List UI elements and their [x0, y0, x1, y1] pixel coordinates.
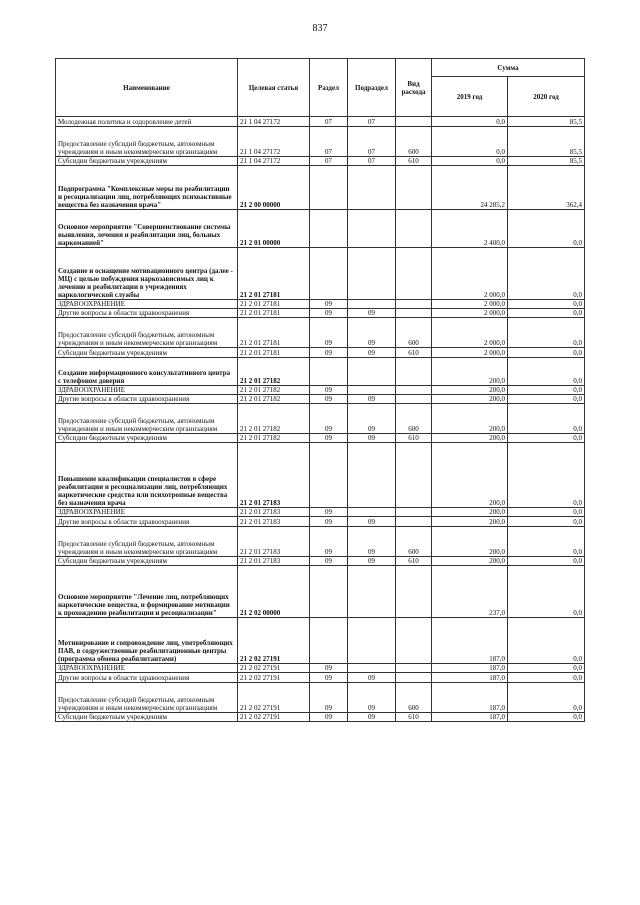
table-row [56, 618, 585, 664]
header-year-2020: 2020 год [508, 77, 585, 117]
cell-name: Мотивирование и сопровождение лиц, употребляющих ПАВ, в содружественные реабилитационные центры (программа обмена реабилитантами) [56, 618, 238, 664]
cell-target: 21 1 04 27172 [238, 127, 310, 157]
cell-2019: 200,0 [432, 527, 508, 557]
cell-2019: 2 000,0 [432, 300, 508, 309]
cell-subsection: 09 [348, 309, 396, 318]
cell-section: 07 [310, 117, 348, 127]
cell-2019: 0,0 [432, 127, 508, 157]
cell-target: 21 2 01 27183 [238, 508, 310, 517]
cell-subsection: 09 [348, 557, 396, 566]
cell-2020: 0,0 [508, 664, 585, 673]
cell-2020: 0,0 [508, 673, 585, 683]
cell-target: 21 2 01 27183 [238, 527, 310, 557]
table-row [56, 210, 585, 248]
cell-2020: 0,0 [508, 358, 585, 386]
cell-section [310, 166, 348, 210]
cell-expense-type: 610 [396, 557, 432, 566]
cell-section: 09 [310, 673, 348, 683]
cell-2019: 2 000,0 [432, 318, 508, 348]
cell-2020: 85,5 [508, 157, 585, 166]
cell-subsection: 09 [348, 673, 396, 683]
cell-2019: 237,0 [432, 566, 508, 618]
cell-subsection: 09 [348, 395, 396, 404]
cell-name: ЗДРАВООХРАНЕНИЕ [56, 664, 238, 673]
cell-section: 09 [310, 318, 348, 348]
cell-target: 21 2 02 27191 [238, 683, 310, 713]
table-row [56, 683, 585, 713]
cell-expense-type [396, 566, 432, 618]
cell-2020: 0,0 [508, 508, 585, 517]
table-row [56, 664, 585, 673]
cell-2020: 0,0 [508, 517, 585, 527]
cell-section: 09 [310, 300, 348, 309]
table-row [56, 300, 585, 309]
budget-table [55, 58, 585, 722]
cell-subsection: 07 [348, 127, 396, 157]
cell-subsection: 09 [348, 318, 396, 348]
cell-section: 09 [310, 683, 348, 713]
cell-target: 21 2 02 27191 [238, 664, 310, 673]
cell-section [310, 566, 348, 618]
table-row [56, 443, 585, 508]
table-row [56, 566, 585, 618]
cell-subsection [348, 210, 396, 248]
cell-expense-type: 600 [396, 683, 432, 713]
cell-2020: 0,0 [508, 566, 585, 618]
cell-expense-type [396, 517, 432, 527]
table-row [56, 508, 585, 517]
page-number: 837 [312, 23, 328, 34]
cell-2019: 2 400,0 [432, 210, 508, 248]
table-header [56, 59, 585, 117]
cell-target: 21 2 01 27182 [238, 395, 310, 404]
cell-target: 21 2 01 27181 [238, 348, 310, 358]
cell-expense-type [396, 248, 432, 300]
cell-expense-type: 600 [396, 404, 432, 434]
cell-2019: 200,0 [432, 404, 508, 434]
table-row [56, 309, 585, 318]
cell-target: 21 2 02 27191 [238, 618, 310, 664]
cell-name: Субсидии бюджетным учреждениям [56, 348, 238, 358]
table-row [56, 348, 585, 358]
header-name: Наименование [56, 59, 238, 117]
cell-section: 09 [310, 404, 348, 434]
cell-name: Предоставление субсидий бюджетным, автономным учреждениям и иным некоммерческим организациям [56, 127, 238, 157]
cell-subsection [348, 618, 396, 664]
cell-section [310, 358, 348, 386]
cell-subsection: 07 [348, 157, 396, 166]
cell-2020: 0,0 [508, 618, 585, 664]
cell-2020: 0,0 [508, 318, 585, 348]
cell-2020: 0,0 [508, 404, 585, 434]
table-row [56, 157, 585, 166]
table-row [56, 517, 585, 527]
header-year-2019: 2019 год [432, 77, 508, 117]
cell-name: Предоставление субсидий бюджетным, автономным учреждениям и иным некоммерческим организациям [56, 527, 238, 557]
cell-target: 21 2 01 27182 [238, 404, 310, 434]
cell-name: Основное мероприятие "Лечение лиц, потребляющих наркотические вещества, и формирование мотивации к прохождению реабилитации и ресоциализации" [56, 566, 238, 618]
cell-expense-type [396, 309, 432, 318]
table-row [56, 386, 585, 395]
cell-2019: 0,0 [432, 157, 508, 166]
cell-2019: 200,0 [432, 517, 508, 527]
table-body [56, 117, 585, 722]
table-row [56, 127, 585, 157]
cell-name: Повышение квалификации специалистов в сфере реабилитации и ресоциализации лиц, потребляющих наркотические средства или психотропные вещества без назначения врача [56, 443, 238, 508]
header-sum: Сумма [432, 59, 585, 77]
cell-expense-type [396, 664, 432, 673]
cell-target: 21 2 02 27191 [238, 673, 310, 683]
cell-section [310, 248, 348, 300]
cell-2019: 24 285,2 [432, 166, 508, 210]
table-row [56, 404, 585, 434]
cell-target: 21 2 01 27181 [238, 248, 310, 300]
cell-name: Предоставление субсидий бюджетным, автономным учреждениям и иным некоммерческим организациям [56, 404, 238, 434]
cell-target: 21 2 01 27183 [238, 443, 310, 508]
cell-2019: 200,0 [432, 508, 508, 517]
cell-target: 21 2 02 27191 [238, 713, 310, 722]
cell-target: 21 2 01 27183 [238, 557, 310, 566]
cell-expense-type: 610 [396, 348, 432, 358]
cell-target: 21 2 02 00000 [238, 566, 310, 618]
table-row [56, 248, 585, 300]
cell-expense-type [396, 443, 432, 508]
cell-subsection: 07 [348, 117, 396, 127]
cell-2020: 85,5 [508, 117, 585, 127]
cell-name: Другие вопросы в области здравоохранения [56, 395, 238, 404]
cell-2020: 0,0 [508, 348, 585, 358]
header-expense-type: Вид расхода [396, 59, 432, 117]
cell-section: 09 [310, 517, 348, 527]
cell-expense-type [396, 166, 432, 210]
cell-2019: 187,0 [432, 673, 508, 683]
cell-2019: 200,0 [432, 443, 508, 508]
cell-2020: 0,0 [508, 386, 585, 395]
cell-2020: 0,0 [508, 527, 585, 557]
cell-name: Создание и оснащение мотивационного центра (далее - МЦ) с целью побуждения наркозависимых лиц к лечению и реабилитации в учреждениях наркологической службы [56, 248, 238, 300]
cell-section: 09 [310, 395, 348, 404]
cell-name: Субсидии бюджетным учреждениям [56, 713, 238, 722]
cell-name: Предоставление субсидий бюджетным, автономным учреждениям и иным некоммерческим организациям [56, 318, 238, 348]
cell-target: 21 2 01 27182 [238, 434, 310, 443]
cell-name: Субсидии бюджетным учреждениям [56, 434, 238, 443]
cell-expense-type [396, 618, 432, 664]
cell-2020: 0,0 [508, 557, 585, 566]
cell-section: 09 [310, 348, 348, 358]
cell-expense-type: 600 [396, 318, 432, 348]
cell-2020: 85,5 [508, 127, 585, 157]
cell-name: Основное мероприятие "Совершенствование системы выявления, лечения и реабилитации лиц, больных наркоманией" [56, 210, 238, 248]
cell-2020: 362,4 [508, 166, 585, 210]
cell-subsection: 09 [348, 683, 396, 713]
cell-2020: 0,0 [508, 683, 585, 713]
cell-name: Создание информационного консультативного центра с телефоном доверия [56, 358, 238, 386]
cell-name: Молодежная политика и оздоровление детей [56, 117, 238, 127]
cell-name: ЗДРАВООХРАНЕНИЕ [56, 300, 238, 309]
cell-section [310, 443, 348, 508]
cell-2019: 200,0 [432, 557, 508, 566]
cell-expense-type: 600 [396, 127, 432, 157]
cell-target: 21 2 01 27183 [238, 517, 310, 527]
cell-2020: 0,0 [508, 210, 585, 248]
cell-2020: 0,0 [508, 248, 585, 300]
cell-2019: 2 000,0 [432, 348, 508, 358]
cell-2020: 0,0 [508, 713, 585, 722]
cell-section: 09 [310, 557, 348, 566]
cell-2019: 200,0 [432, 434, 508, 443]
cell-expense-type [396, 300, 432, 309]
cell-expense-type [396, 210, 432, 248]
cell-subsection [348, 166, 396, 210]
cell-name: Подпрограмма "Комплексные меры по реабилитации и ресоциализации лиц, потребляющих психоактивные вещества без назначения врача" [56, 166, 238, 210]
cell-2019: 2 000,0 [432, 309, 508, 318]
cell-expense-type [396, 117, 432, 127]
cell-section: 09 [310, 508, 348, 517]
table-row [56, 117, 585, 127]
cell-subsection: 09 [348, 404, 396, 434]
cell-name: Субсидии бюджетным учреждениям [56, 157, 238, 166]
cell-name: ЗДРАВООХРАНЕНИЕ [56, 508, 238, 517]
cell-target: 21 2 01 27182 [238, 358, 310, 386]
header-subsection: Подраздел [348, 59, 396, 117]
cell-subsection [348, 248, 396, 300]
cell-target: 21 2 01 27181 [238, 309, 310, 318]
cell-section: 09 [310, 664, 348, 673]
cell-subsection [348, 566, 396, 618]
cell-2019: 200,0 [432, 395, 508, 404]
cell-name: Субсидии бюджетным учреждениям [56, 557, 238, 566]
cell-expense-type: 610 [396, 434, 432, 443]
cell-target: 21 2 00 00000 [238, 166, 310, 210]
table-row [56, 395, 585, 404]
cell-2020: 0,0 [508, 309, 585, 318]
cell-name: Другие вопросы в области здравоохранения [56, 309, 238, 318]
cell-2020: 0,0 [508, 443, 585, 508]
cell-2019: 200,0 [432, 386, 508, 395]
cell-target: 21 2 01 00000 [238, 210, 310, 248]
cell-section: 07 [310, 157, 348, 166]
cell-expense-type [396, 395, 432, 404]
cell-subsection: 09 [348, 348, 396, 358]
cell-subsection: 09 [348, 713, 396, 722]
cell-expense-type [396, 386, 432, 395]
cell-name: Другие вопросы в области здравоохранения [56, 673, 238, 683]
cell-target: 21 2 01 27182 [238, 386, 310, 395]
cell-section: 09 [310, 713, 348, 722]
cell-subsection [348, 443, 396, 508]
table-row [56, 434, 585, 443]
cell-2019: 0,0 [432, 117, 508, 127]
cell-2019: 2 000,0 [432, 248, 508, 300]
cell-section [310, 210, 348, 248]
cell-subsection [348, 386, 396, 395]
cell-subsection [348, 664, 396, 673]
cell-expense-type: 610 [396, 157, 432, 166]
cell-section: 07 [310, 127, 348, 157]
cell-target: 21 1 04 27172 [238, 117, 310, 127]
table-row [56, 713, 585, 722]
cell-expense-type [396, 508, 432, 517]
cell-section: 09 [310, 434, 348, 443]
table-row [56, 166, 585, 210]
cell-2019: 187,0 [432, 618, 508, 664]
cell-expense-type: 600 [396, 527, 432, 557]
cell-expense-type [396, 358, 432, 386]
table-row [56, 318, 585, 348]
cell-2020: 0,0 [508, 300, 585, 309]
cell-target: 21 2 01 27181 [238, 300, 310, 309]
cell-2019: 200,0 [432, 358, 508, 386]
cell-name: Предоставление субсидий бюджетным, автономным учреждениям и иным некоммерческим организациям [56, 683, 238, 713]
cell-section: 09 [310, 386, 348, 395]
table-row [56, 557, 585, 566]
cell-section: 09 [310, 309, 348, 318]
cell-subsection [348, 300, 396, 309]
cell-2019: 187,0 [432, 683, 508, 713]
cell-target: 21 1 04 27172 [238, 157, 310, 166]
cell-name: Другие вопросы в области здравоохранения [56, 517, 238, 527]
cell-expense-type: 610 [396, 713, 432, 722]
table-row [56, 527, 585, 557]
cell-2019: 187,0 [432, 664, 508, 673]
cell-subsection [348, 358, 396, 386]
cell-subsection: 09 [348, 434, 396, 443]
cell-name: ЗДРАВООХРАНЕНИЕ [56, 386, 238, 395]
cell-expense-type [396, 673, 432, 683]
cell-section: 09 [310, 527, 348, 557]
header-target: Целевая статья [238, 59, 310, 117]
cell-subsection [348, 508, 396, 517]
cell-subsection: 09 [348, 527, 396, 557]
cell-subsection: 09 [348, 517, 396, 527]
cell-2020: 0,0 [508, 434, 585, 443]
table-row [56, 358, 585, 386]
table-row [56, 673, 585, 683]
header-section: Раздел [310, 59, 348, 117]
cell-section [310, 618, 348, 664]
cell-2019: 187,0 [432, 713, 508, 722]
cell-2020: 0,0 [508, 395, 585, 404]
cell-target: 21 2 01 27181 [238, 318, 310, 348]
